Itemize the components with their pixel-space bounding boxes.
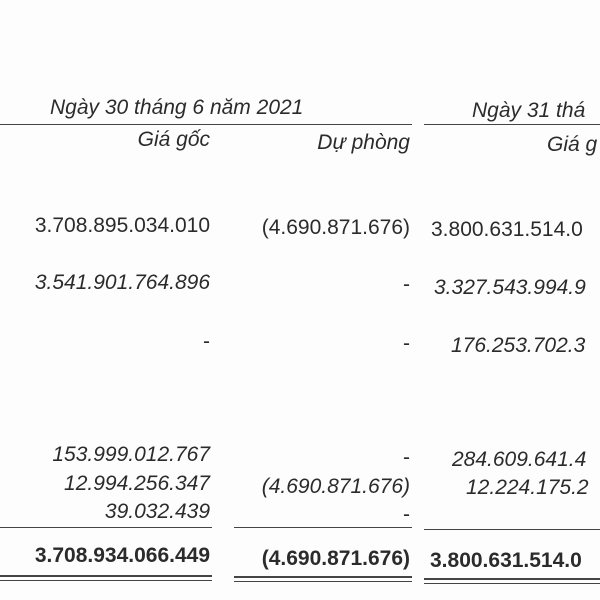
period-header-prev: Ngày 31 thá bbox=[472, 99, 586, 122]
row-5-cost: 12.994.256.347 bbox=[64, 472, 210, 495]
row-3-provision: - bbox=[403, 332, 410, 355]
row-6-provision: - bbox=[403, 503, 410, 526]
total-underline-prev-1 bbox=[424, 578, 600, 580]
row-3-cost: - bbox=[203, 330, 210, 353]
header-underline-right bbox=[424, 124, 600, 125]
row-1-cost: 3.708.895.034.010 bbox=[34, 214, 210, 237]
row-1-cost-prev: 3.800.631.514.0 bbox=[431, 218, 583, 241]
total-underline-provision-2 bbox=[234, 581, 412, 582]
subtotal-rule-provision bbox=[234, 527, 412, 528]
total-underline-prev-2 bbox=[424, 583, 600, 584]
row-4-cost-prev: 284.609.641.4 bbox=[452, 448, 587, 471]
row-2-cost: 3.541.901.764.896 bbox=[34, 271, 210, 294]
total-underline-cost-2 bbox=[0, 580, 212, 581]
row-4-cost: 153.999.012.767 bbox=[52, 443, 210, 466]
row-3-cost-prev: 176.253.702.3 bbox=[451, 334, 586, 357]
total-cost: 3.708.934.066.449 bbox=[34, 544, 210, 567]
total-cost-prev: 3.800.631.514.0 bbox=[430, 549, 582, 572]
total-underline-provision-1 bbox=[234, 576, 412, 578]
row-5-cost-prev: 12.224.175.2 bbox=[466, 476, 589, 499]
header-underline-left bbox=[0, 124, 412, 125]
row-4-provision: - bbox=[403, 446, 410, 469]
row-1-provision: (4.690.871.676) bbox=[261, 216, 410, 239]
row-2-provision: - bbox=[403, 273, 410, 296]
subtotal-rule-cost bbox=[0, 527, 212, 528]
column-header-provision: Dự phòng bbox=[317, 131, 410, 154]
row-5-provision: (4.690.871.676) bbox=[261, 475, 410, 498]
period-header-2021-06: Ngày 30 tháng 6 năm 2021 bbox=[50, 96, 304, 119]
total-provision: (4.690.871.676) bbox=[261, 547, 410, 570]
column-header-cost-prev: Giá g bbox=[547, 133, 598, 156]
subtotal-rule-prev bbox=[424, 529, 600, 530]
total-underline-cost-1 bbox=[0, 575, 212, 577]
column-header-cost: Giá gốc bbox=[137, 128, 210, 151]
row-2-cost-prev: 3.327.543.994.9 bbox=[434, 276, 586, 299]
row-6-cost: 39.032.439 bbox=[104, 500, 210, 523]
